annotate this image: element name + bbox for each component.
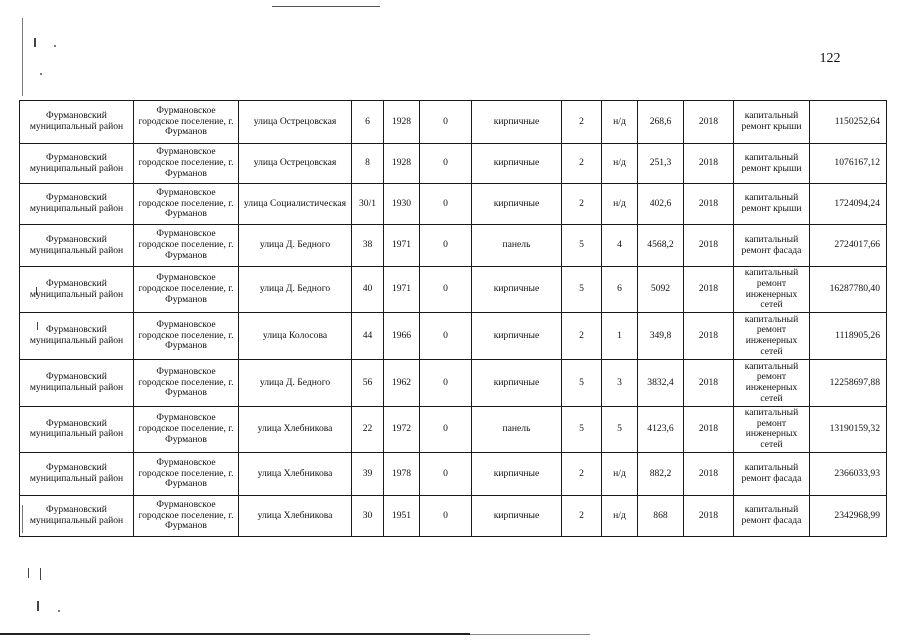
cell-cost: 1150252,64 xyxy=(810,101,887,144)
table-row xyxy=(20,452,887,495)
cell-wall-material: панель xyxy=(472,407,562,453)
cell-district: Фурмановский муниципальный район xyxy=(20,144,134,184)
cell-plan-year: 2018 xyxy=(684,225,734,267)
cell-district: Фурмановский муниципальный район xyxy=(20,225,134,267)
cell-plan-year: 2018 xyxy=(684,452,734,495)
cell-entrances: 5 xyxy=(602,407,638,453)
cell-district: Фурмановский муниципальный район xyxy=(20,360,134,407)
cell-area: 882,2 xyxy=(638,452,684,495)
cell-area: 349,8 xyxy=(638,313,684,360)
table-row xyxy=(20,495,887,536)
cell-work-type: капитальный ремонт инженерных сетей xyxy=(734,313,810,360)
table-row xyxy=(20,407,887,453)
cell-flag: 0 xyxy=(420,452,472,495)
cell-plan-year: 2018 xyxy=(684,184,734,225)
cell-flag: 0 xyxy=(420,313,472,360)
cell-wall-material: кирпичные xyxy=(472,313,562,360)
cell-flag: 0 xyxy=(420,144,472,184)
table-body xyxy=(20,101,887,537)
cell-work-type: капитальный ремонт крыши xyxy=(734,144,810,184)
cell-area: 402,6 xyxy=(638,184,684,225)
cell-wall-material: кирпичные xyxy=(472,452,562,495)
cell-district: Фурмановский муниципальный район xyxy=(20,101,134,144)
scan-dot xyxy=(58,610,60,612)
cell-settlement: Фурмановское городское поселение, г. Фурманов xyxy=(134,144,239,184)
cell-floors: 2 xyxy=(562,313,602,360)
cell-entrances: н/д xyxy=(602,452,638,495)
cell-district: Фурмановский муниципальный район xyxy=(20,452,134,495)
cell-district: Фурмановский муниципальный район xyxy=(20,267,134,313)
cell-wall-material: кирпичные xyxy=(472,101,562,144)
cell-street: улица Д. Бедного xyxy=(239,267,352,313)
cell-cost: 12258697,88 xyxy=(810,360,887,407)
cell-floors: 5 xyxy=(562,267,602,313)
cell-flag: 0 xyxy=(420,184,472,225)
cell-floors: 2 xyxy=(562,184,602,225)
cell-work-type: капитальный ремонт фасада xyxy=(734,452,810,495)
cell-entrances: н/д xyxy=(602,144,638,184)
scan-dot xyxy=(40,73,42,75)
cell-wall-material: кирпичные xyxy=(472,495,562,536)
scan-mark xyxy=(40,568,41,580)
cell-year: 1971 xyxy=(384,267,420,313)
cell-work-type: капитальный ремонт инженерных сетей xyxy=(734,360,810,407)
cell-flag: 0 xyxy=(420,267,472,313)
cell-settlement: Фурмановское городское поселение, г. Фурманов xyxy=(134,452,239,495)
top-rule xyxy=(272,6,380,7)
cell-area: 268,6 xyxy=(638,101,684,144)
cell-work-type: капитальный ремонт фасада xyxy=(734,225,810,267)
page-number: 122 xyxy=(819,51,841,66)
cell-wall-material: кирпичные xyxy=(472,184,562,225)
cell-house: 6 xyxy=(352,101,384,144)
cell-street: улица Хлебникова xyxy=(239,407,352,453)
cell-district: Фурмановский муниципальный район xyxy=(20,495,134,536)
cell-area: 4123,6 xyxy=(638,407,684,453)
table-row xyxy=(20,313,887,360)
cell-year: 1962 xyxy=(384,360,420,407)
cell-work-type: капитальный ремонт крыши xyxy=(734,184,810,225)
cell-year: 1971 xyxy=(384,225,420,267)
cell-street: улица Колосова xyxy=(239,313,352,360)
cell-area: 5092 xyxy=(638,267,684,313)
cell-settlement: Фурмановское городское поселение, г. Фурманов xyxy=(134,101,239,144)
cell-year: 1951 xyxy=(384,495,420,536)
cell-wall-material: кирпичные xyxy=(472,267,562,313)
cell-street: улица Острецовская xyxy=(239,101,352,144)
cell-house: 8 xyxy=(352,144,384,184)
cell-floors: 2 xyxy=(562,452,602,495)
cell-entrances: 4 xyxy=(602,225,638,267)
cell-work-type: капитальный ремонт инженерных сетей xyxy=(734,267,810,313)
cell-cost: 1076167,12 xyxy=(810,144,887,184)
scan-dot xyxy=(54,45,56,47)
cell-street: улица Хлебникова xyxy=(239,495,352,536)
bottom-rule xyxy=(470,634,590,635)
cell-cost: 1118905,26 xyxy=(810,313,887,360)
table-row xyxy=(20,267,887,313)
cell-entrances: 3 xyxy=(602,360,638,407)
cell-district: Фурмановский муниципальный район xyxy=(20,407,134,453)
table-row xyxy=(20,225,887,267)
cell-wall-material: панель xyxy=(472,225,562,267)
cell-district: Фурмановский муниципальный район xyxy=(20,313,134,360)
cell-plan-year: 2018 xyxy=(684,495,734,536)
cell-entrances: 6 xyxy=(602,267,638,313)
scan-mark xyxy=(28,568,29,578)
cell-house: 38 xyxy=(352,225,384,267)
cell-cost: 16287780,40 xyxy=(810,267,887,313)
cell-floors: 2 xyxy=(562,495,602,536)
cell-plan-year: 2018 xyxy=(684,313,734,360)
bottom-rule xyxy=(0,633,470,635)
cell-year: 1978 xyxy=(384,452,420,495)
cell-house: 22 xyxy=(352,407,384,453)
cell-settlement: Фурмановское городское поселение, г. Фурманов xyxy=(134,267,239,313)
cell-cost: 13190159,32 xyxy=(810,407,887,453)
cell-district: Фурмановский муниципальный район xyxy=(20,184,134,225)
cell-work-type: капитальный ремонт фасада xyxy=(734,495,810,536)
cell-work-type: капитальный ремонт крыши xyxy=(734,101,810,144)
cell-cost: 2366033,93 xyxy=(810,452,887,495)
cell-entrances: н/д xyxy=(602,101,638,144)
cell-flag: 0 xyxy=(420,101,472,144)
cell-floors: 2 xyxy=(562,101,602,144)
housing-registry-table xyxy=(19,100,887,537)
cell-area: 4568,2 xyxy=(638,225,684,267)
cell-cost: 2724017,66 xyxy=(810,225,887,267)
cell-street: улица Д. Бедного xyxy=(239,225,352,267)
cell-area: 3832,4 xyxy=(638,360,684,407)
cell-floors: 2 xyxy=(562,144,602,184)
cell-settlement: Фурмановское городское поселение, г. Фурманов xyxy=(134,184,239,225)
cell-settlement: Фурмановское городское поселение, г. Фурманов xyxy=(134,313,239,360)
scan-mark xyxy=(22,18,23,96)
cell-house: 44 xyxy=(352,313,384,360)
cell-entrances: н/д xyxy=(602,495,638,536)
cell-street: улица Д. Бедного xyxy=(239,360,352,407)
cell-year: 1966 xyxy=(384,313,420,360)
cell-cost: 1724094,24 xyxy=(810,184,887,225)
cell-plan-year: 2018 xyxy=(684,407,734,453)
table-row xyxy=(20,101,887,144)
cell-house: 30 xyxy=(352,495,384,536)
cell-street: улица Острецовская xyxy=(239,144,352,184)
table-row xyxy=(20,144,887,184)
cell-entrances: н/д xyxy=(602,184,638,225)
cell-flag: 0 xyxy=(420,225,472,267)
cell-flag: 0 xyxy=(420,360,472,407)
cell-house: 30/1 xyxy=(352,184,384,225)
cell-floors: 5 xyxy=(562,360,602,407)
cell-floors: 5 xyxy=(562,225,602,267)
scan-mark xyxy=(37,601,39,611)
cell-entrances: 1 xyxy=(602,313,638,360)
table-row xyxy=(20,184,887,225)
cell-flag: 0 xyxy=(420,495,472,536)
table-row xyxy=(20,360,887,407)
cell-settlement: Фурмановское городское поселение, г. Фурманов xyxy=(134,495,239,536)
cell-street: улица Социалистическая xyxy=(239,184,352,225)
cell-year: 1972 xyxy=(384,407,420,453)
cell-work-type: капитальный ремонт инженерных сетей xyxy=(734,407,810,453)
cell-plan-year: 2018 xyxy=(684,101,734,144)
cell-street: улица Хлебникова xyxy=(239,452,352,495)
cell-flag: 0 xyxy=(420,407,472,453)
cell-year: 1928 xyxy=(384,101,420,144)
cell-plan-year: 2018 xyxy=(684,360,734,407)
cell-house: 56 xyxy=(352,360,384,407)
cell-house: 40 xyxy=(352,267,384,313)
cell-wall-material: кирпичные xyxy=(472,360,562,407)
cell-house: 39 xyxy=(352,452,384,495)
cell-area: 251,3 xyxy=(638,144,684,184)
cell-settlement: Фурмановское городское поселение, г. Фурманов xyxy=(134,225,239,267)
cell-area: 868 xyxy=(638,495,684,536)
cell-cost: 2342968,99 xyxy=(810,495,887,536)
cell-floors: 5 xyxy=(562,407,602,453)
cell-settlement: Фурмановское городское поселение, г. Фурманов xyxy=(134,407,239,453)
scan-mark xyxy=(34,38,36,47)
cell-plan-year: 2018 xyxy=(684,144,734,184)
cell-wall-material: кирпичные xyxy=(472,144,562,184)
cell-year: 1930 xyxy=(384,184,420,225)
cell-plan-year: 2018 xyxy=(684,267,734,313)
cell-settlement: Фурмановское городское поселение, г. Фурманов xyxy=(134,360,239,407)
cell-year: 1928 xyxy=(384,144,420,184)
